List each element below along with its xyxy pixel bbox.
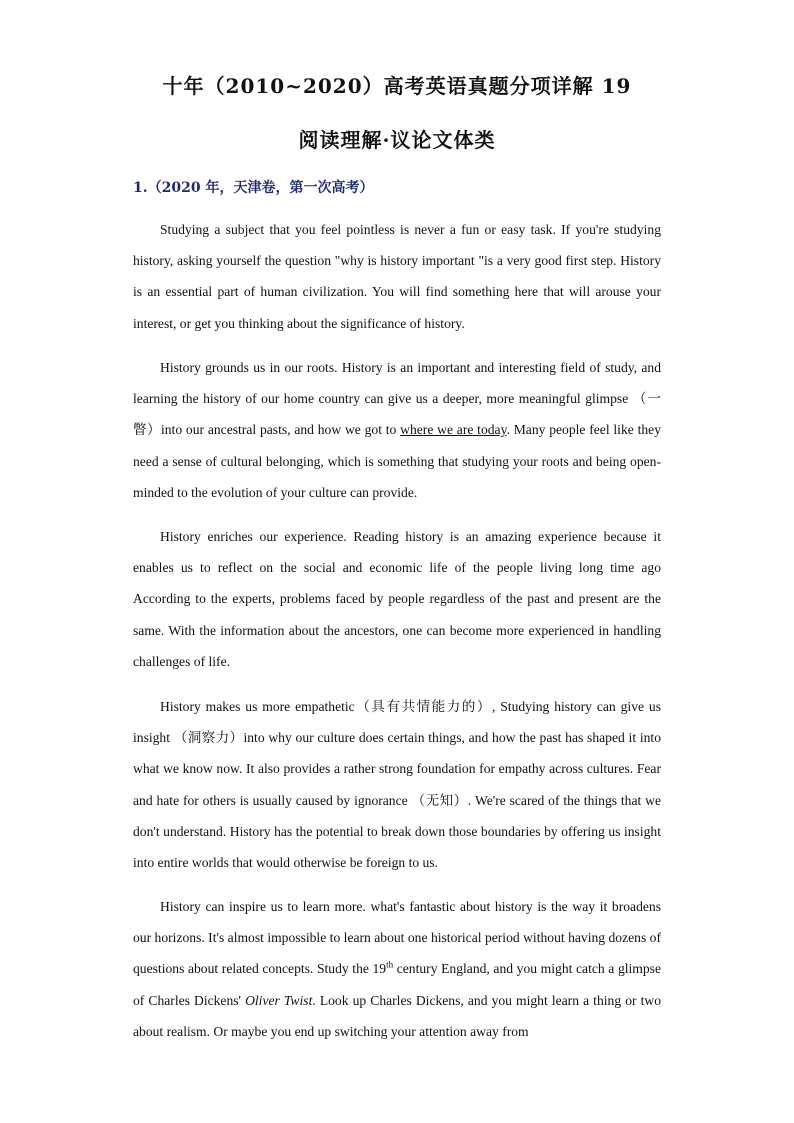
paragraph-5-text-c: . Look up Charles Dickens, and you might learn a thing or two about realism. Or maybe you end up switching your attention away from — [133, 992, 661, 1039]
superscript-th: th — [386, 959, 394, 970]
paragraph-4: History makes us more empathetic（具有共情能力的）, Studying history can give us insight （洞察力）into why our culture does certain things, and how the past has shaped it into what we know now. It also provides a rather strong foundation for empathy across cultures. Fear and hate for others is usually caused by ignorance （无知）. We're scared of the things that we don't understand. History has the potential to break down those boundaries by offering us insight into entire worlds that would otherwise be foreign to us. — [133, 699, 661, 871]
paragraph-2-text-b: . Many people feel like they need a sense of cultural belonging, which is something that studying your roots and being open-minded to the evolution of your culture can provide. — [133, 422, 661, 500]
paragraph-5 — [133, 891, 661, 1047]
paragraph-2-text-a: History grounds us in our roots. History is an important and interesting field of study, and learning the history of our home country can give us a deeper, more meaningful glimpse （一瞥）into our ancestral pasts, and how we got to — [133, 360, 661, 438]
question-heading: 1.（2020 年，天津卷，第一次高考） — [133, 180, 374, 196]
document-subtitle: 阅读理解·议论文体类 — [298, 128, 496, 152]
paragraph-5-text-a: History can inspire us to learn more. what's fantastic about history is the way it broadens our horizons. It's almost impossible to learn about one historical period without having dozens of questions about related concepts. Study the 19 — [133, 899, 661, 977]
document-title: 十年（2010~2020）高考英语真题分项详解 19 — [162, 74, 632, 98]
paragraph-2 — [133, 352, 661, 508]
book-title: Oliver Twist — [245, 992, 313, 1008]
underlined-phrase: where we are today — [400, 422, 507, 438]
paragraph-3: History enriches our experience. Reading history is an amazing experience because it enables us to reflect on the social and economic life of the people living long time ago According to the experts, problems faced by people regardless of the past and present are the same. With the information about the ancestors, one can become more experienced in handling challenges of life. — [133, 529, 661, 669]
paragraph-5-text-b: century England, and you might catch a glimpse of Charles Dickens' — [133, 961, 661, 1008]
paragraph-1: Studying a subject that you feel pointless is never a fun or easy task. If you're studying history, asking yourself the question "why is history important "is a very good first step. History is an essential part of human civilization. You will find something here that will arouse your interest, or get you thinking about the significance of history. — [133, 222, 661, 331]
